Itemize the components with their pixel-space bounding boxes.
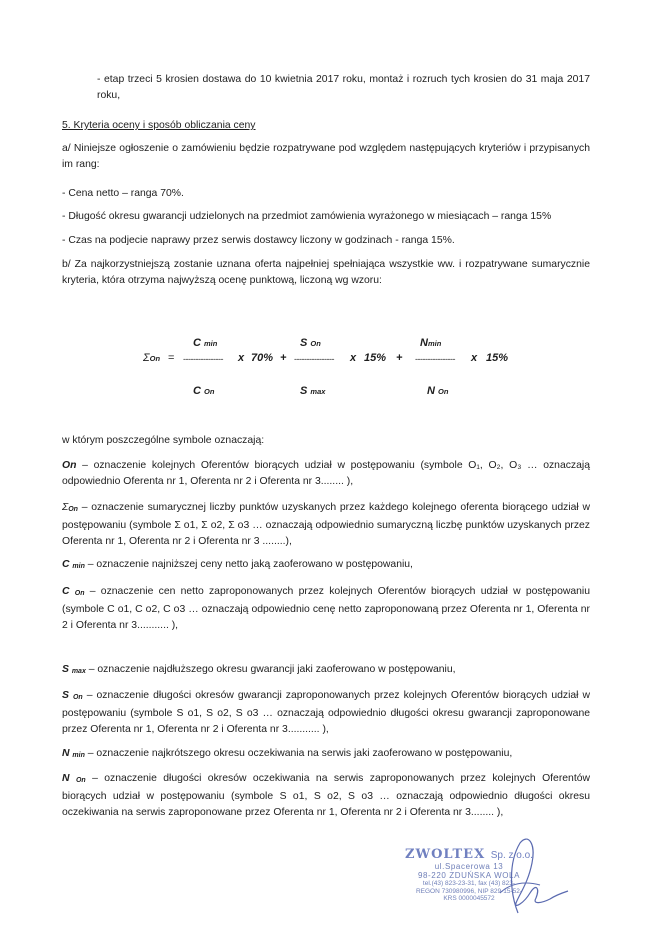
- stamp-krs: KRS 0000045572: [443, 895, 495, 902]
- formula-plus-1: +: [280, 352, 287, 364]
- paragraph-b: b/ Za najkorzystniejszą zostanie uznana oferta najpełniej spełniająca wszystkie ww. i rozpatrywane sumarycznie kryteria, która otrzyma najwyższą ocenę punktową, liczoną wg wzoru:: [62, 259, 590, 286]
- formula-weight-3: 15%: [486, 352, 509, 364]
- definition-n-min: N min – oznaczenie najkrótszego okresu oczekiwania na serwis jaki zaoferowano w postępowaniu,: [62, 748, 513, 759]
- formula-weight-2: 15%: [364, 352, 387, 364]
- criterion-warranty: - Długość okresu gwarancji udzielonych na przedmiot zamówienia wyrażonego w miesiącach – ranga 15%: [62, 211, 552, 222]
- formula-plus-2: +: [396, 352, 403, 364]
- formula-den-2: S max: [300, 385, 326, 397]
- definition-s-on: S On – oznaczenie długości okresów gwarancji zaproponowanych przez kolejnych Oferentów biorących udział w postępowaniu (symbole S o1, S o2, S o3 … oznaczają odpowiednio długości okresu gwarancji zaproponowane przez Oferenta nr 1, Oferenta nr 2 i Oferenta nr 3........... ),: [62, 690, 590, 735]
- definition-c-on: C On – oznaczenie cen netto zaproponowanych przez kolejnych Oferentów biorących udział w postępowaniu (symbole C o1, C o2, C o3 … oznaczają odpowiednio cenę netto zaproponowaną przez Oferenta nr 1, Oferenta nr 2 i Oferenta nr 3........... ),: [62, 586, 590, 631]
- formula-num-1: C min: [193, 337, 218, 349]
- signature-icon: [480, 833, 570, 918]
- formula-times-2: x: [350, 352, 357, 364]
- stamp-phone: tel.(43) 823-23-31, fax (43) 823-: [422, 880, 516, 887]
- definition-c-min: C min – oznaczenie najniższej ceny netto jaką zaoferowano w postępowaniu,: [62, 559, 413, 570]
- definition-on: On – oznaczenie kolejnych Oferentów biorących udział w postępowaniu (symbole O₁, O₂, O₃ … oznaczają odpowiednio Oferenta nr 1, Oferenta nr 2 i Oferenta nr 3........ ),: [62, 460, 590, 487]
- stage-three-item: - etap trzeci 5 krosien dostawa do 10 kwietnia 2017 roku, montaż i rozruch tych krosien do 31 maja 2017 roku,: [97, 74, 590, 101]
- formula-times-3: x: [471, 352, 478, 364]
- formula-num-2: S On: [300, 337, 321, 349]
- stamp-city: 98-220 ZDUŃSKA WOLA: [417, 871, 521, 880]
- stamp-regon: REGON 730980996, NIP 829-15-52-: [415, 887, 523, 895]
- formula-equals: =: [168, 352, 175, 364]
- criterion-service-time: - Czas na podjecie naprawy przez serwis dostawcy liczony w godzinach - ranga 15%.: [62, 235, 455, 246]
- definition-s-max: S max – oznaczenie najdłuższego okresu gwarancji jaki zaoferowano w postępowaniu,: [62, 664, 456, 675]
- symbols-intro: w którym poszczególne symbole oznaczają:: [62, 435, 265, 446]
- section-heading: 5. Kryteria oceny i sposób obliczania ceny: [62, 120, 256, 131]
- formula-times-1: x: [238, 352, 245, 364]
- formula-den-3: N On: [427, 385, 449, 397]
- definition-sigma-on: ΣOn – oznaczenie sumarycznej liczby punktów uzyskanych przez każdego kolejnego oferenta biorącego udział w postępowaniu (symbole Σ o1, Σ o2, Σ o3 … oznaczają odpowiednio sumaryczną liczbę punktów uzyskanych przez Oferenta nr 1, Oferenta nr 2 i Oferenta nr 3 ........),: [62, 502, 590, 547]
- formula-fraction-bar-3: ----------------: [415, 354, 455, 364]
- formula-fraction-bar-1: ----------------: [183, 354, 223, 364]
- definition-n-on: N On – oznaczenie długości okresów oczekiwania na serwis zaproponowanych przez kolejnych Oferentów biorących udział w postępowaniu (symbole S o1, S o2, S o3 … oznaczają odpowiednio długości okresu oczekiwania na serwis zaproponowane przez Oferenta nr 1, Oferenta nr 2 i Oferenta nr 3........ ),: [62, 773, 591, 818]
- formula-den-1: C On: [193, 385, 215, 397]
- formula-num-3: Nmin: [420, 337, 442, 349]
- paragraph-a: a/ Niniejsze ogłoszenie o zamówieniu będzie rozpatrywane pod względem następujących kryteriów i przypisanych im rang:: [62, 143, 590, 170]
- criterion-price: - Cena netto – ranga 70%.: [62, 188, 184, 199]
- stamp-street: ul.Spacerowa 13: [434, 862, 504, 871]
- company-logo: ZWOLTEX Sp. z o.o.: [405, 847, 533, 862]
- formula-weight-1: 70%: [251, 352, 274, 364]
- formula-fraction-bar-2: ----------------: [294, 354, 334, 364]
- formula-lhs: ΣOn: [143, 352, 161, 364]
